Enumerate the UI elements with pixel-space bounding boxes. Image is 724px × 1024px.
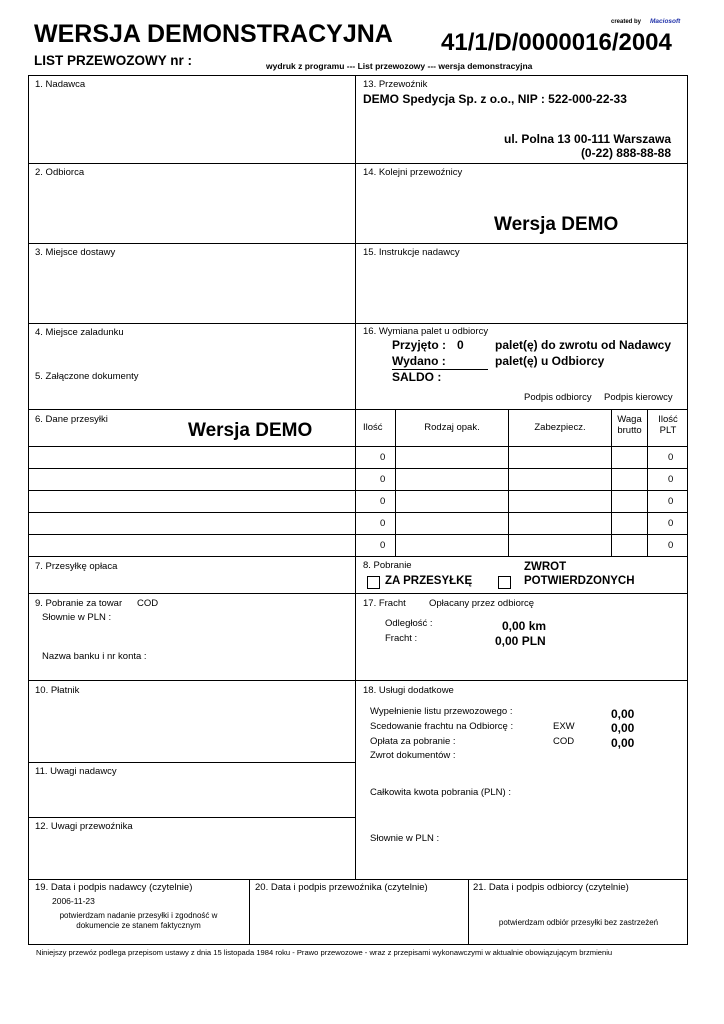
carrier-address: ul. Polna 13 00-111 Warszawa <box>504 132 671 146</box>
bank-label: Nazwa banku i nr konta : <box>42 651 147 662</box>
divider <box>28 512 688 513</box>
sender-signature-label: 19. Data i podpis nadawcy (czytelnie) <box>35 882 193 893</box>
divider <box>28 534 688 535</box>
shipment-data-label: 6. Dane przesyłki <box>35 414 108 425</box>
divider <box>28 243 688 244</box>
receiver-signature-label: Podpis odbiorcy <box>524 392 592 403</box>
carrier-remarks-label: 12. Uwagi przewoźnika <box>35 821 133 832</box>
carrier-name: DEMO Spedycja Sp. z o.o., NIP : 522-000-22-33 <box>363 92 627 106</box>
service-fill-label: Wypełnienie listu przewozowego : <box>370 706 513 717</box>
driver-signature-label: Podpis kierowcy <box>604 392 673 403</box>
col-header-securing: Zabezpiecz. <box>534 422 586 433</box>
col-header-qty: Ilość <box>363 422 383 433</box>
divider <box>28 409 688 410</box>
distance-value: 0,00 km <box>502 619 547 633</box>
col-header-plt: Ilość <box>658 414 678 425</box>
balance-label: SALDO : <box>392 370 442 384</box>
return-label: ZWROT <box>524 561 567 573</box>
divider <box>249 879 250 945</box>
printout-note: wydruk z programu --- List przewozowy --- wersja demonstracyjna <box>266 61 533 71</box>
table-row-qty: 0 <box>380 540 386 551</box>
divider <box>28 556 688 557</box>
col-header-plt: PLT <box>659 425 677 436</box>
table-row-qty: 0 <box>380 452 386 463</box>
total-cod-label: Całkowita kwota pobrania (PLN) : <box>370 787 511 798</box>
divider <box>28 817 355 818</box>
carrier-signature-label: 20. Data i podpis przewoźnika (czytelnie) <box>255 882 428 893</box>
return-label: POTWIERDZONYCH <box>524 575 635 587</box>
accepted-value: 0 <box>457 338 464 352</box>
divider <box>28 468 688 469</box>
cod-label: 8. Pobranie <box>363 560 412 571</box>
table-row-plt: 0 <box>668 518 674 529</box>
sender-remarks-label: 11. Uwagi nadawcy <box>35 766 117 777</box>
pallets-return-text: palet(ę) do zwrotu od Nadawcy <box>495 338 672 352</box>
list-label: LIST PRZEWOZOWY nr : <box>34 53 192 68</box>
service-assign-code: EXW <box>553 721 575 732</box>
demo-watermark: Wersja DEMO <box>494 214 619 235</box>
sender-confirmation: dokumencie ze stanem faktycznym <box>76 921 201 930</box>
table-row-qty: 0 <box>380 474 386 485</box>
table-row-qty: 0 <box>380 496 386 507</box>
divider <box>28 163 688 164</box>
divider <box>28 490 688 491</box>
in-words-label-2: Słownie w PLN : <box>370 833 440 844</box>
freight-value: 0,00 PLN <box>495 634 546 648</box>
pallets-receiver-text: palet(ę) u Odbiorcy <box>495 354 605 368</box>
divider <box>28 762 355 763</box>
brand-logo: Maciosoft <box>650 18 681 25</box>
extra-services-label: 18. Usługi dodatkowe <box>363 685 454 696</box>
payer-label: 7. Przesyłkę opłaca <box>35 561 118 572</box>
demo-title: WERSJA DEMONSTRACYJNA <box>34 20 393 48</box>
service-assign-value: 0,00 <box>611 721 635 735</box>
service-cod-label: Opłata za pobranie : <box>370 736 456 747</box>
cod-checkbox[interactable] <box>367 576 380 589</box>
sender-label: 1. Nadawca <box>35 79 86 90</box>
table-row-plt: 0 <box>668 452 674 463</box>
created-by: created by <box>611 19 642 25</box>
sender-confirmation: potwierdzam nadanie przesyłki i zgodność w <box>59 911 218 920</box>
document-number: 41/1/D/0000016/2004 <box>441 29 672 56</box>
col-header-weight: Waga <box>617 414 642 425</box>
table-row-plt: 0 <box>668 496 674 507</box>
next-carriers-label: 14. Kolejni przewoźnicy <box>363 167 463 178</box>
col-header-packaging: Rodzaj opak. <box>424 422 480 433</box>
freight-label: Fracht : <box>385 633 418 644</box>
col-header-weight: brutto <box>617 425 642 436</box>
table-row-qty: 0 <box>380 518 386 529</box>
divider <box>28 680 688 681</box>
accepted-label: Przyjęto : <box>392 338 447 352</box>
receiver-signature-field-label: 21. Data i podpis odbiorcy (czytelnie) <box>473 882 629 893</box>
in-words-label: Słownie w PLN : <box>42 612 112 623</box>
cod-short: COD <box>137 598 159 609</box>
receiver-confirmation: potwierdzam odbiór przesyłki bez zastrzeżeń <box>498 918 659 927</box>
freight-paid-by: Opłacany przez odbiorcę <box>429 598 535 609</box>
divider <box>355 75 356 880</box>
carrier-phone: (0-22) 888-88-88 <box>580 146 671 160</box>
waybill-form <box>28 75 688 945</box>
issued-label: Wydano : <box>392 354 446 368</box>
loading-place-label: 4. Miejsce zaladunku <box>35 327 124 338</box>
service-cod-value: 0,00 <box>611 736 635 750</box>
service-assign-label: Scedowanie frachtu na Odbiorcę : <box>370 721 514 732</box>
goods-cod-label: 9. Pobranie za towar <box>35 598 123 609</box>
divider <box>28 323 688 324</box>
service-cod-code: COD <box>553 736 575 747</box>
table-row-plt: 0 <box>668 474 674 485</box>
divider <box>468 879 469 945</box>
return-checkbox[interactable] <box>498 576 511 589</box>
divider <box>28 593 688 594</box>
attached-docs-label: 5. Załączone dokumenty <box>35 371 139 382</box>
divider <box>28 446 688 447</box>
carrier-label: 13. Przewoźnik <box>363 79 428 90</box>
distance-label: Odległość : <box>385 618 433 629</box>
divider <box>28 879 688 880</box>
legal-note: Niniejszy przewóz podlega przepisom ustawy z dnia 15 listopada 1984 roku - Prawo przewozowe - wraz z przepisami wykonawczymi w aktualnie obowiązującym brzmieniu <box>36 948 613 957</box>
delivery-place-label: 3. Miejsce dostawy <box>35 247 116 258</box>
table-row-plt: 0 <box>668 540 674 551</box>
freight-section-label: 17. Fracht <box>363 598 406 609</box>
payer-section-label: 10. Płatnik <box>35 685 80 696</box>
receiver-label: 2. Odbiorca <box>35 167 85 178</box>
cod-checkbox-label: ZA PRZESYŁKĘ <box>385 575 473 587</box>
pallet-exchange-label: 16. Wymiana palet u odbiorcy <box>363 326 489 337</box>
sender-date: 2006-11-23 <box>52 896 95 906</box>
service-docs-label: Zwrot dokumentów : <box>370 750 456 761</box>
service-fill-value: 0,00 <box>611 707 635 721</box>
sender-instructions-label: 15. Instrukcje nadawcy <box>363 247 460 258</box>
demo-watermark: Wersja DEMO <box>188 420 313 441</box>
